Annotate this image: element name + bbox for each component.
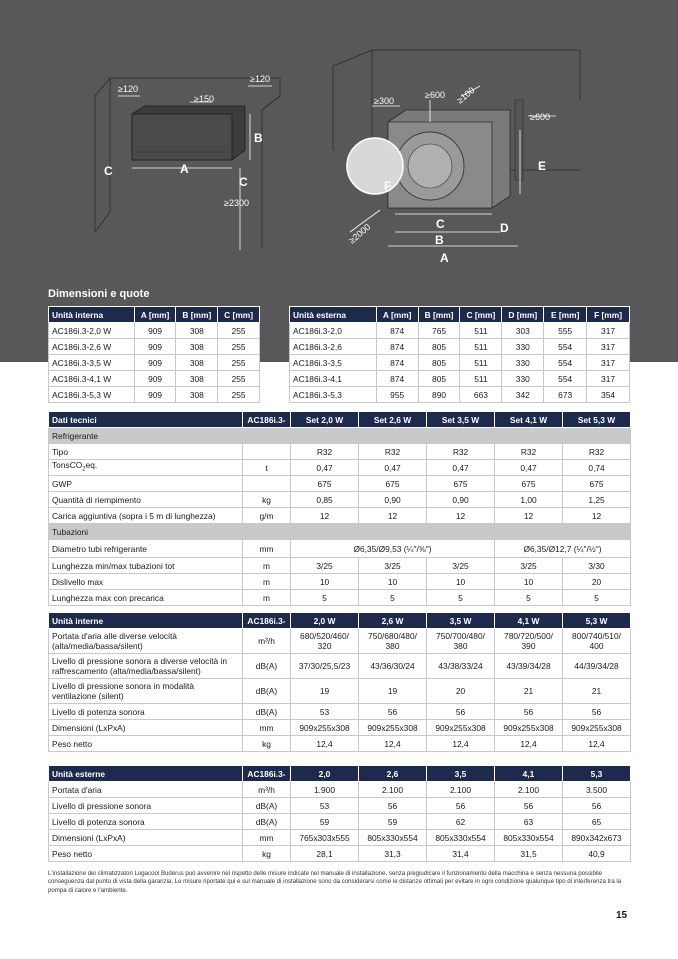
table-cell: 3/25 [291,558,359,574]
table-cell: 12 [563,508,631,524]
table-cell: 56 [563,704,631,720]
table-header: 2,6 W [359,613,427,629]
outdoor-B-label: B [435,233,444,247]
table-cell: 909 [134,355,176,371]
table-cell: 2.100 [427,782,495,798]
table-cell: 308 [176,371,218,387]
table-cell [49,460,243,476]
table-group-row [49,428,631,444]
table-header: 5,3 [563,766,631,782]
group-label: Tubazioni [49,524,631,540]
table-cell: 65 [563,814,631,830]
table-cell: 909x255x308 [563,720,631,736]
table-cell: 37/30/25,5/23 [291,654,359,679]
table-cell: 28,1 [291,846,359,862]
table-cell: 675 [427,476,495,492]
table-cell: 909x255x308 [427,720,495,736]
table-cell: 0,90 [359,492,427,508]
table-cell: 303 [502,323,544,339]
table-header: Unità interna [49,307,135,323]
table-row [49,704,631,720]
table-cell [243,476,291,492]
table-cell: 909 [134,339,176,355]
table-cell: 909 [134,323,176,339]
table-cell: 308 [176,323,218,339]
table-cell: 765 [418,323,460,339]
table-cell: R32 [563,444,631,460]
table-cell: 10 [495,574,563,590]
indoor-units-table [48,612,631,752]
indoor-top-clearance: ≥150 [194,94,214,104]
table-cell: 19 [359,679,427,704]
table-cell: 63 [495,814,563,830]
table-cell: AC186i.3-2,6 [290,339,377,355]
outdoor-600-right-clearance: ≥600 [530,112,550,122]
table-cell: dB(A) [243,704,291,720]
table-cell: Livello di potenza sonora [49,704,243,720]
table-cell: 805 [418,339,460,355]
table-cell: m [243,558,291,574]
table-cell: 0,47 [359,460,427,476]
indoor-dimensions-table [48,306,260,403]
table-cell: 5 [359,590,427,606]
table-cell: 0,47 [495,460,563,476]
outdoor-600-top-clearance: ≥600 [425,90,445,100]
table-header: C [mm] [460,307,502,323]
table-cell: 680/520/460/ 320 [291,629,359,654]
table-header: F [mm] [587,307,630,323]
table-header: Set 4,1 W [495,412,563,428]
table-cell [243,444,291,460]
section-title: Dimensioni e quote [48,288,150,300]
outdoor-unit-drawing [347,100,523,208]
table-cell: kg [243,846,291,862]
table-cell: 255 [218,371,260,387]
table-cell: 511 [460,355,502,371]
table-cell: 12 [291,508,359,524]
table-cell: 59 [359,814,427,830]
table-cell: 10 [359,574,427,590]
outdoor-units-table [48,765,631,862]
table-cell: R32 [359,444,427,460]
table-cell: g/m [243,508,291,524]
table-cell: R32 [495,444,563,460]
table-cell: 1,00 [495,492,563,508]
table-cell: 20 [563,574,631,590]
outdoor-dimensions-table [289,306,630,403]
table-cell: 12 [427,508,495,524]
table-row [290,355,630,371]
table-cell: 330 [502,339,544,355]
table-cell: 3/30 [563,558,631,574]
table-cell: Ø6,35/Ø9,53 (¼"/⅜") [291,540,495,558]
table-cell: AC186i.3-3,5 [290,355,377,371]
table-cell: 43/39/34/28 [495,654,563,679]
table-cell: 5 [495,590,563,606]
outdoor-F-label: F [384,179,392,193]
table-cell: Diametro tubi refrigerante [49,540,243,558]
table-cell: AC186i.3-2,6 W [49,339,135,355]
table-cell: Lunghezza min/max tubazioni tot [49,558,243,574]
table-cell: 805 [418,371,460,387]
table-cell: 673 [544,387,587,403]
table-cell: 805x330x554 [495,830,563,846]
indoor-C-small-label: C [239,175,248,189]
table-cell: 354 [587,387,630,403]
table-cell: Livello di pressione sonora in modalità ventilazione (silent) [49,679,243,704]
table-cell: dB(A) [243,814,291,830]
table-cell: 12,4 [563,736,631,752]
footnote: L'installazione dei climatizzatori Logacool Buderus può avvenire nel rispetto delle misure indicate nel manuale di installazione, senza pregiudicare il funzionamento della macchina e senza nessuna possibile conseguenza dal punto di vista della garanzia. Le misure riportate qui e sul manuale di installazione sono da considerarsi come le distanze ottimali per evitare in ogni condizione qualunque tipo di interferenza tra la pompa di calore e l'ambiente. [48,870,622,894]
table-cell: Portata d'aria alle diverse velocità (alta/media/bassa/silent) [49,629,243,654]
table-cell: R32 [291,444,359,460]
table-cell: 56 [359,798,427,814]
table-cell: AC186i.3-5,3 W [49,387,135,403]
table-cell: Lunghezza max con precarica [49,590,243,606]
table-cell: AC186i.3-5,3 [290,387,377,403]
table-cell: 780/720/500/ 390 [495,629,563,654]
installation-diagram [0,0,678,290]
table-row [49,814,631,830]
table-row [49,629,631,654]
table-cell: 19 [291,679,359,704]
table-cell: 555 [544,323,587,339]
table-cell: 0,47 [427,460,495,476]
table-row [290,323,630,339]
outdoor-2000-clearance: ≥2000 [346,221,373,246]
table-cell: 308 [176,339,218,355]
group-label: Refrigerante [49,428,631,444]
table-header: A [mm] [376,307,418,323]
table-cell: 308 [176,387,218,403]
table-cell: 330 [502,355,544,371]
table-cell: 675 [563,476,631,492]
table-cell: Ø6,35/Ø12,7 (¼"/½") [495,540,631,558]
table-cell: 43/38/33/24 [427,654,495,679]
table-row [290,387,630,403]
table-cell: 805 [418,355,460,371]
table-cell: 3/25 [359,558,427,574]
table-cell: 317 [587,323,630,339]
table-row [49,654,631,679]
table-cell: 31,5 [495,846,563,862]
table-cell: 317 [587,355,630,371]
table-cell: 675 [495,476,563,492]
table-cell: 805x330x554 [359,830,427,846]
table-cell: Dislivello max [49,574,243,590]
table-cell: t [243,460,291,476]
table-header: 2,6 [359,766,427,782]
table-cell: 805x330x554 [427,830,495,846]
table-cell: mm [243,830,291,846]
page-number: 15 [616,910,628,921]
table-cell: 12,4 [495,736,563,752]
table-cell: dB(A) [243,679,291,704]
table-cell: 874 [376,371,418,387]
table-row [49,444,631,460]
table-row [49,846,631,862]
table-row [49,492,631,508]
table-row [49,736,631,752]
table-row [49,387,260,403]
table-cell: GWP [49,476,243,492]
table-cell: 12,4 [427,736,495,752]
table-row [49,460,631,476]
table-cell: Carica aggiuntiva (sopra i 5 m di lunghezza) [49,508,243,524]
table-cell: 554 [544,371,587,387]
table-cell: 10 [291,574,359,590]
table-cell: 909x255x308 [495,720,563,736]
table-cell: AC186i.3-3,5 W [49,355,135,371]
table-cell: 874 [376,339,418,355]
table-cell: 255 [218,323,260,339]
outdoor-A-label: A [440,251,449,265]
table-cell: 511 [460,339,502,355]
table-row [49,798,631,814]
table-cell: 511 [460,323,502,339]
table-cell: 255 [218,355,260,371]
table-cell: m [243,590,291,606]
table-cell: 554 [544,355,587,371]
table-cell: Peso netto [49,736,243,752]
table-cell: 3/25 [495,558,563,574]
indoor-A-label: A [180,162,189,176]
table-cell: 874 [376,355,418,371]
table-row [49,508,631,524]
table-header: Unità interne [49,613,243,629]
table-header: 4,1 [495,766,563,782]
table-cell: 3/25 [427,558,495,574]
table-header: E [mm] [544,307,587,323]
table-header: D [mm] [502,307,544,323]
table-header: 4,1 W [495,613,563,629]
table-cell: Livello di pressione sonora a diverse velocità in raffrescamento (alta/media/bassa/silent) [49,654,243,679]
table-cell: 0,90 [427,492,495,508]
table-cell: Peso netto [49,846,243,862]
tons-subscript: 2 [82,466,86,473]
table-cell: 0,85 [291,492,359,508]
table-cell: 56 [427,798,495,814]
table-cell: 53 [291,798,359,814]
table-cell: 663 [460,387,502,403]
table-cell: 12,4 [359,736,427,752]
table-cell: 675 [359,476,427,492]
table-header: Set 5,3 W [563,412,631,428]
table-cell: AC186i.3-4,1 W [49,371,135,387]
indoor-B-label: B [254,131,263,145]
table-row [49,558,631,574]
table-row [49,574,631,590]
table-cell: 890x342x673 [563,830,631,846]
indoor-left-clearance: ≥120 [118,84,138,94]
table-cell: AC186i.3-2,0 [290,323,377,339]
table-cell: 56 [427,704,495,720]
table-cell: 56 [563,798,631,814]
indoor-unit-drawing [132,106,245,160]
table-cell: 750/680/480/ 380 [359,629,427,654]
table-cell: 43/36/30/24 [359,654,427,679]
table-row [49,540,631,558]
table-cell: mm [243,540,291,558]
table-cell: 2.100 [359,782,427,798]
outdoor-C-label: C [436,217,445,231]
table-cell: 750/700/480/ 380 [427,629,495,654]
table-header: A [mm] [134,307,176,323]
table-cell: 3.500 [563,782,631,798]
table-row [49,720,631,736]
outdoor-100-clearance: ≥100 [454,85,477,106]
table-cell: 874 [376,323,418,339]
table-row [49,679,631,704]
table-cell: 554 [544,339,587,355]
table-cell: 890 [418,387,460,403]
table-cell: 20 [427,679,495,704]
table-header: Unità esterna [290,307,377,323]
table-cell: Livello di pressione sonora [49,798,243,814]
table-row [49,782,631,798]
table-cell: 56 [495,704,563,720]
table-group-row [49,524,631,540]
table-cell: 317 [587,339,630,355]
table-cell: 342 [502,387,544,403]
outdoor-300-clearance: ≥300 [374,96,394,106]
table-cell: 909 [134,387,176,403]
table-cell: 40,9 [563,846,631,862]
table-cell: 5 [291,590,359,606]
table-cell: 675 [291,476,359,492]
indoor-C-label: C [104,164,113,178]
table-cell: R32 [427,444,495,460]
table-header: Set 2,6 W [359,412,427,428]
table-cell: 12 [359,508,427,524]
table-cell: 62 [427,814,495,830]
table-row [49,590,631,606]
table-cell: 56 [495,798,563,814]
table-cell: 1,25 [563,492,631,508]
table-cell: Quantità di riempimento [49,492,243,508]
table-header: 2,0 W [291,613,359,629]
table-header: B [mm] [418,307,460,323]
table-cell: 21 [495,679,563,704]
table-cell: AC186i.3-4,1 [290,371,377,387]
tons-suffix: eq. [85,460,98,471]
table-cell: kg [243,492,291,508]
table-row [49,339,260,355]
table-header: B [mm] [176,307,218,323]
table-cell: 44/39/34/28 [563,654,631,679]
table-cell: 12,4 [291,736,359,752]
table-row [290,339,630,355]
table-row [49,371,260,387]
table-cell: 0,74 [563,460,631,476]
table-cell: 21 [563,679,631,704]
table-header: Set 3,5 W [427,412,495,428]
table-cell: Dimensioni (LxPxA) [49,830,243,846]
table-cell: Livello di potenza sonora [49,814,243,830]
table-cell: m³/h [243,629,291,654]
table-header: Dati tecnici [49,412,243,428]
table-row [290,371,630,387]
table-cell: dB(A) [243,654,291,679]
table-header: AC186i.3- [243,412,291,428]
table-cell: 56 [359,704,427,720]
table-header: Unità esterne [49,766,243,782]
table-header: Set 2,0 W [291,412,359,428]
table-row [49,323,260,339]
table-header: 3,5 [427,766,495,782]
table-cell: 330 [502,371,544,387]
table-cell: 955 [376,387,418,403]
table-cell: 317 [587,371,630,387]
table-cell: dB(A) [243,798,291,814]
table-cell: Dimensioni (LxPxA) [49,720,243,736]
table-cell: AC186i.3-2,0 W [49,323,135,339]
table-row [49,355,260,371]
table-cell: 31,3 [359,846,427,862]
table-cell: 909x255x308 [359,720,427,736]
table-header: 2,0 [291,766,359,782]
table-cell: 308 [176,355,218,371]
table-cell: 255 [218,387,260,403]
table-cell: m³/h [243,782,291,798]
tons-label: TonsCO [52,460,83,471]
table-cell: 909x255x308 [291,720,359,736]
table-cell: 53 [291,704,359,720]
outdoor-D-label: D [500,221,509,235]
table-header: 5,3 W [563,613,631,629]
table-cell: 765x303x555 [291,830,359,846]
table-row [49,476,631,492]
table-cell: 10 [427,574,495,590]
table-cell: 5 [427,590,495,606]
table-header: AC186i.3- [243,613,291,629]
table-cell: 31,4 [427,846,495,862]
table-cell: 909 [134,371,176,387]
table-cell: Tipo [49,444,243,460]
table-cell: 5 [563,590,631,606]
table-cell: 511 [460,371,502,387]
table-header: AC186i.3- [243,766,291,782]
table-cell: 0,47 [291,460,359,476]
table-header: C [mm] [218,307,260,323]
table-cell: kg [243,736,291,752]
indoor-floor-clearance: ≥2300 [224,198,249,208]
table-cell: mm [243,720,291,736]
table-cell: Portata d'aria [49,782,243,798]
technical-data-table [48,411,631,606]
table-cell: 800/740/510/ 400 [563,629,631,654]
table-row [49,830,631,846]
table-cell: m [243,574,291,590]
table-cell: 255 [218,339,260,355]
table-cell: 2.100 [495,782,563,798]
table-header: 3,5 W [427,613,495,629]
table-cell: 1.900 [291,782,359,798]
outdoor-E-label: E [538,159,547,173]
indoor-right-clearance: ≥120 [250,74,270,84]
table-cell: 59 [291,814,359,830]
table-cell: 12 [495,508,563,524]
